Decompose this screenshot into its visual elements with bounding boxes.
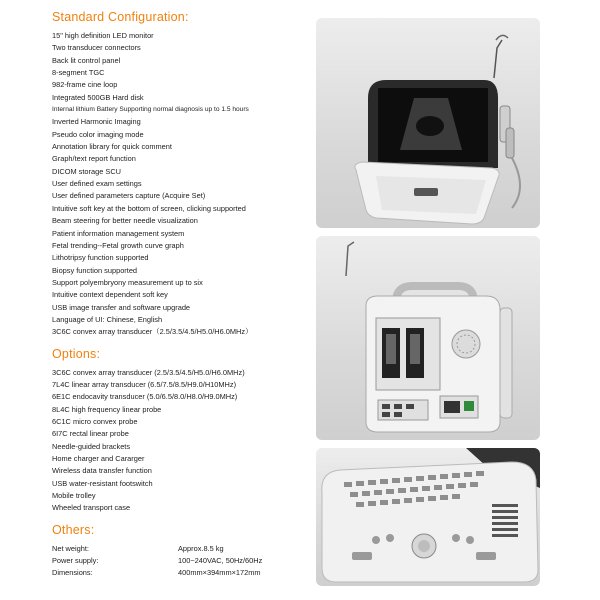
list-item: DICOM storage SCU — [52, 166, 121, 176]
list-item: 8L4C high frequency linear probe — [52, 404, 162, 414]
list-item: Integrated 500GB Hard disk — [52, 92, 144, 102]
others-label: Dimensions: — [52, 568, 93, 578]
list-item: Pseudo color imaging mode — [52, 129, 144, 139]
list-item: Support polyembryony measurement up to six — [52, 277, 203, 287]
others-value: 100~240VAC, 50Hz/60Hz — [178, 556, 263, 566]
list-item: User defined exam settings — [52, 179, 142, 189]
product-photo-keyboard — [316, 448, 540, 586]
list-item: Graph/text report function — [52, 154, 136, 164]
others-row — [52, 543, 312, 555]
list-item: Home charger and Cararger — [52, 454, 145, 463]
ultrasound-front-illustration — [316, 18, 540, 228]
options-title: Options: — [52, 346, 101, 361]
list-item: Biopsy function supported — [52, 265, 138, 275]
others-table — [52, 543, 312, 580]
list-item: Two transducer connectors — [52, 43, 141, 53]
list-item: 3C6C convex array transducer（2.5/3.5/4.5/H5.0/H6.0MHz） — [52, 327, 253, 337]
product-photo-front — [316, 18, 540, 228]
options-list — [52, 367, 312, 515]
list-item: Intuitive context dependent soft key — [52, 290, 168, 300]
list-item: Annotation library for quick comment — [52, 142, 172, 152]
list-item: Fetal trending--Fetal growth curve graph — [52, 240, 184, 250]
list-item: Beam steering for better needle visualization — [52, 216, 198, 226]
others-title: Others: — [52, 522, 95, 537]
list-item: 8-segment TGC — [52, 68, 105, 78]
list-item: 7L4C linear array transducer (6.5/7.5/8.5/H9.0/H10MHz) — [52, 379, 237, 389]
product-photo-rear — [316, 236, 540, 440]
standard-configuration-list — [52, 30, 312, 339]
list-item: Wireless data transfer function — [52, 466, 152, 476]
list-item: Language of UI: Chinese, English — [52, 314, 163, 324]
list-item: 982-frame cine loop — [52, 80, 118, 90]
ultrasound-rear-illustration — [316, 236, 540, 440]
list-item: USB image transfer and software upgrade — [52, 302, 191, 312]
list-item: Wheeled transport case — [52, 503, 131, 513]
list-item: Mobile trolley — [52, 491, 96, 501]
list-item: 6I7C rectal linear probe — [52, 429, 129, 439]
list-item: Inverted Harmonic Imaging — [52, 117, 141, 127]
list-item: 3C6C convex array transducer (2.5/3.5/4.5/H5.0/H6.0MHz) — [52, 367, 245, 377]
list-item: 15" high definition LED monitor — [52, 31, 154, 40]
others-label: Net weight: — [52, 543, 89, 553]
list-item: User defined parameters capture (Acquire Set) — [52, 191, 206, 201]
list-item: 6C1C micro convex probe — [52, 416, 138, 426]
list-item: Back lit control panel — [52, 55, 121, 65]
others-row — [52, 567, 312, 579]
standard-configuration-title: Standard Configuration: — [52, 10, 189, 24]
others-label: Power supply: — [52, 556, 99, 566]
list-item: Patient information management system — [52, 228, 185, 238]
others-value: Approx.8.5 kg — [178, 543, 224, 553]
list-item: Lithotripsy function supported — [52, 253, 149, 263]
list-item: Needle-guided brackets — [52, 441, 131, 451]
ultrasound-keyboard-illustration — [316, 448, 540, 586]
spec-column — [52, 10, 312, 580]
list-item: Intuitive soft key at the bottom of screen, clicking supported — [52, 203, 246, 213]
others-value: 400mm×394mm×172mm — [178, 568, 261, 578]
others-row — [52, 555, 312, 567]
list-item: 6E1C endocavity transducer (5.0/6.5/8.0/H8.0/H9.0MHz) — [52, 392, 238, 402]
list-item: Internal lithium Battery Supporting normal diagnosis up to 1.5 hours — [52, 106, 249, 114]
list-item: USB water-resistant footswitch — [52, 478, 153, 488]
